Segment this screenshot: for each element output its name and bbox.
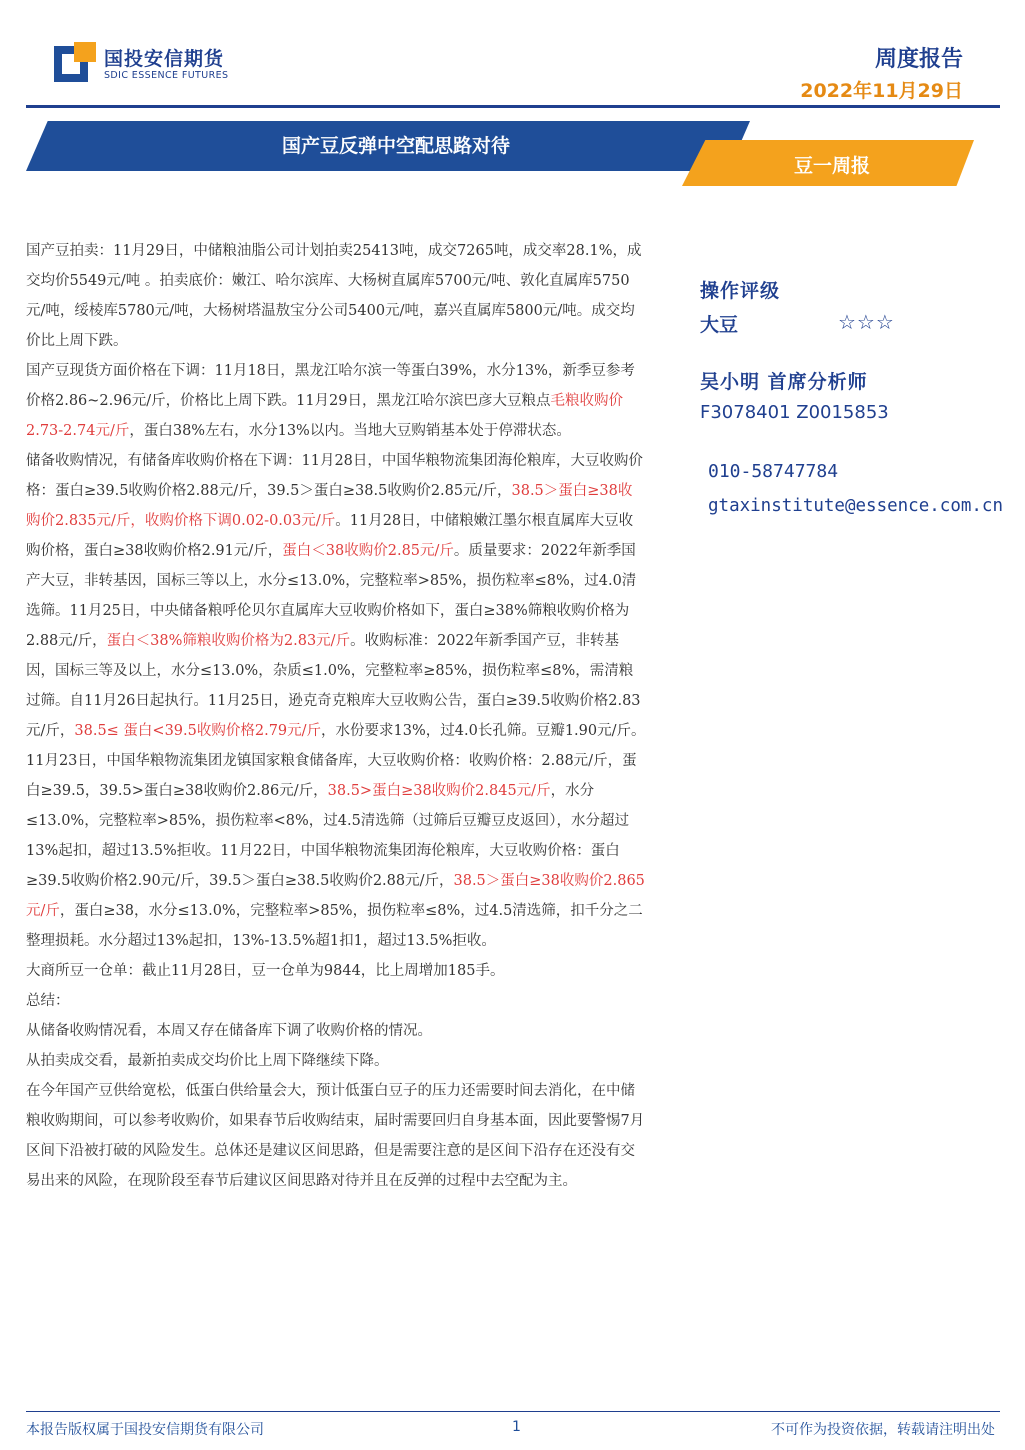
company-logo	[54, 40, 244, 88]
paragraph-summary-2: 从拍卖成交看，最新拍卖成交均价比上周下降继续下降。	[26, 1053, 389, 1069]
footer-divider	[26, 1411, 1000, 1412]
paragraph-summary-heading: 总结：	[26, 993, 70, 1009]
contact-email[interactable]: gtaxinstitute@essence.com.cn	[708, 496, 1004, 516]
highlight-text: 38.5≤ 蛋白<39.5收购价格2.79元/斤	[74, 723, 322, 739]
footer-disclaimer: 不可作为投资依据，转载请注明出处	[771, 1422, 995, 1438]
rating-stars-icon: ☆☆☆	[838, 310, 895, 334]
paragraph-warehouse: 大商所豆一仓单：截止11月28日，豆一仓单为9844，比上周增加185手。	[26, 963, 505, 979]
logo-mark-icon	[54, 42, 96, 84]
paragraph-summary-3: 在今年国产豆供给宽松，低蛋白供给量会大，预计低蛋白豆子的压力还需要时间去消化，在中储粮收购期间，可以参考收购价，如果春节后收购结束，届时需要回归自身基本面，因此要警惕7月区间下沿被打破的风险发生。总体还是建议区间思路，但是需要注意的是区间下沿存在还没有交易出来的风险，在现阶段至春节后建议区间思路对待并且在反弹的过程中去空配为主。	[26, 1083, 645, 1189]
footer-copyright: 本报告版权属于国投安信期货有限公司	[26, 1422, 264, 1438]
analyst-name: 吴小明 首席分析师	[700, 371, 868, 393]
rating-commodity: 大豆	[700, 314, 739, 336]
logo-text-en: SDIC ESSENCE FUTURES	[104, 70, 229, 81]
logo-text-cn: 国投安信期货	[104, 48, 225, 70]
rating-heading: 操作评级	[700, 280, 781, 302]
page-number: 1	[512, 1419, 521, 1435]
paragraph-reserve: 储备收购情况，有储备库收购价格在下调：11月28日，中国华粮物流集团海伦粮库，大豆收购价格：蛋白≥39.5收购价格2.88元/斤，39.5＞蛋白≥38.5收购价2.85元/斤，38.5＞蛋白≥38收购价2.835元/斤，收购价格下调0.02-0.03元/斤。11月28日，中储粮嫩江墨尔根直属库大豆收购价格，蛋白≥38收购价格2.91元/斤，蛋白＜38收购价2.85元/斤。质量要求：2022年新季国产大豆，非转基因，国标三等以上，水分≤13.0%，完整粒率>85%，损伤粒率≤8%，过4.0清选筛。11月25日，中央储备粮呼伦贝尔直属库大豆收购价格如下，蛋白≥38%筛粮收购价格为2.88元/斤，蛋白＜38%筛粮收购价格为2.83元/斤。收购标准：2022年新季国产豆，非转基因，国标三等及以上，水分≤13.0%，杂质≤1.0%，完整粒率≥85%，损伤粒率≤8%，需清粮过筛。自11月26日起执行。11月25日，逊克奇克粮库大豆收购公告，蛋白≥39.5收购价格2.83元/斤，38.5≤ 蛋白<39.5收购价格2.79元/斤，水份要求13%，过4.0长孔筛。豆瓣1.90元/斤。11月23日，中国华粮物流集团龙镇国家粮食储备库，大豆收购价格：收购价格：2.88元/斤，蛋白≥39.5，39.5>蛋白≥38收购价2.86元/斤，38.5>蛋白≥38收购价2.845元/斤，水分≤13.0%，完整粒率>85%，损伤粒率<8%，过4.5清选筛（过筛后豆瓣豆皮返回），水分超过13%起扣，超过13.5%拒收。11月22日，中国华粮物流集团海伦粮库，大豆收购价格：蛋白≥39.5收购价格2.90元/斤，39.5＞蛋白≥38.5收购价2.88元/斤，38.5＞蛋白≥38收购价2.865元/斤，蛋白≥38，水分≤13.0%，完整粒率>85%，损伤粒率≤8%，过4.5清选筛，扣千分之二整理损耗。水分超过13%起扣，13%-13.5%超1扣1，超过13.5%拒收。	[26, 453, 646, 949]
paragraph-summary-1: 从储备收购情况看，本周又存在储备库下调了收购价格的情况。	[26, 1023, 432, 1039]
report-category: 豆一周报	[793, 155, 870, 177]
contact-phone: 010-58747784	[708, 461, 839, 482]
paragraph-auction: 国产豆拍卖：11月29日，中储粮油脂公司计划拍卖25413吨，成交7265吨，成交率28.1%，成交均价5549元/吨 。拍卖底价：嫩江、哈尔滨库、大杨树直属库5700元/吨、敦化直属库5750元/吨，绥棱库5780元/吨，大杨树塔温敖宝分公司5400元/吨，嘉兴直属库5800元/吨。成交均价比上周下跌。	[26, 243, 642, 349]
highlight-text: 毛粮收购价2.73-2.74元/斤	[26, 393, 624, 439]
analyst-license: F3078401 Z0015853	[700, 402, 889, 423]
report-body	[26, 236, 646, 1196]
report-type: 周度报告	[874, 47, 963, 72]
header-divider	[26, 105, 1000, 108]
highlight-text: 蛋白＜38收购价2.85元/斤	[282, 543, 454, 559]
highlight-text: 38.5>蛋白≥38收购价2.845元/斤	[327, 783, 551, 799]
paragraph-spot: 国产豆现货方面价格在下调：11月18日，黑龙江哈尔滨一等蛋白39%，水分13%，新季豆参考价格2.86~2.96元/斤，价格比上周下跌。11月29日，黑龙江哈尔滨巴彦大豆粮点毛粮收购价2.73-2.74元/斤，蛋白38%左右，水分13%以内。当地大豆购销基本处于停滞状态。	[26, 363, 635, 439]
highlight-text: 38.5＞蛋白≥38收购价2.865元/斤	[26, 873, 645, 919]
highlight-text: 蛋白＜38%筛粮收购价格为2.83元/斤	[106, 633, 351, 649]
report-title: 国产豆反弹中空配思路对待	[281, 135, 510, 157]
report-date: 2022年11月29日	[800, 80, 963, 102]
highlight-text: 38.5＞蛋白≥38收购价2.835元/斤，收购价格下调0.02-0.03元/斤	[26, 483, 633, 529]
